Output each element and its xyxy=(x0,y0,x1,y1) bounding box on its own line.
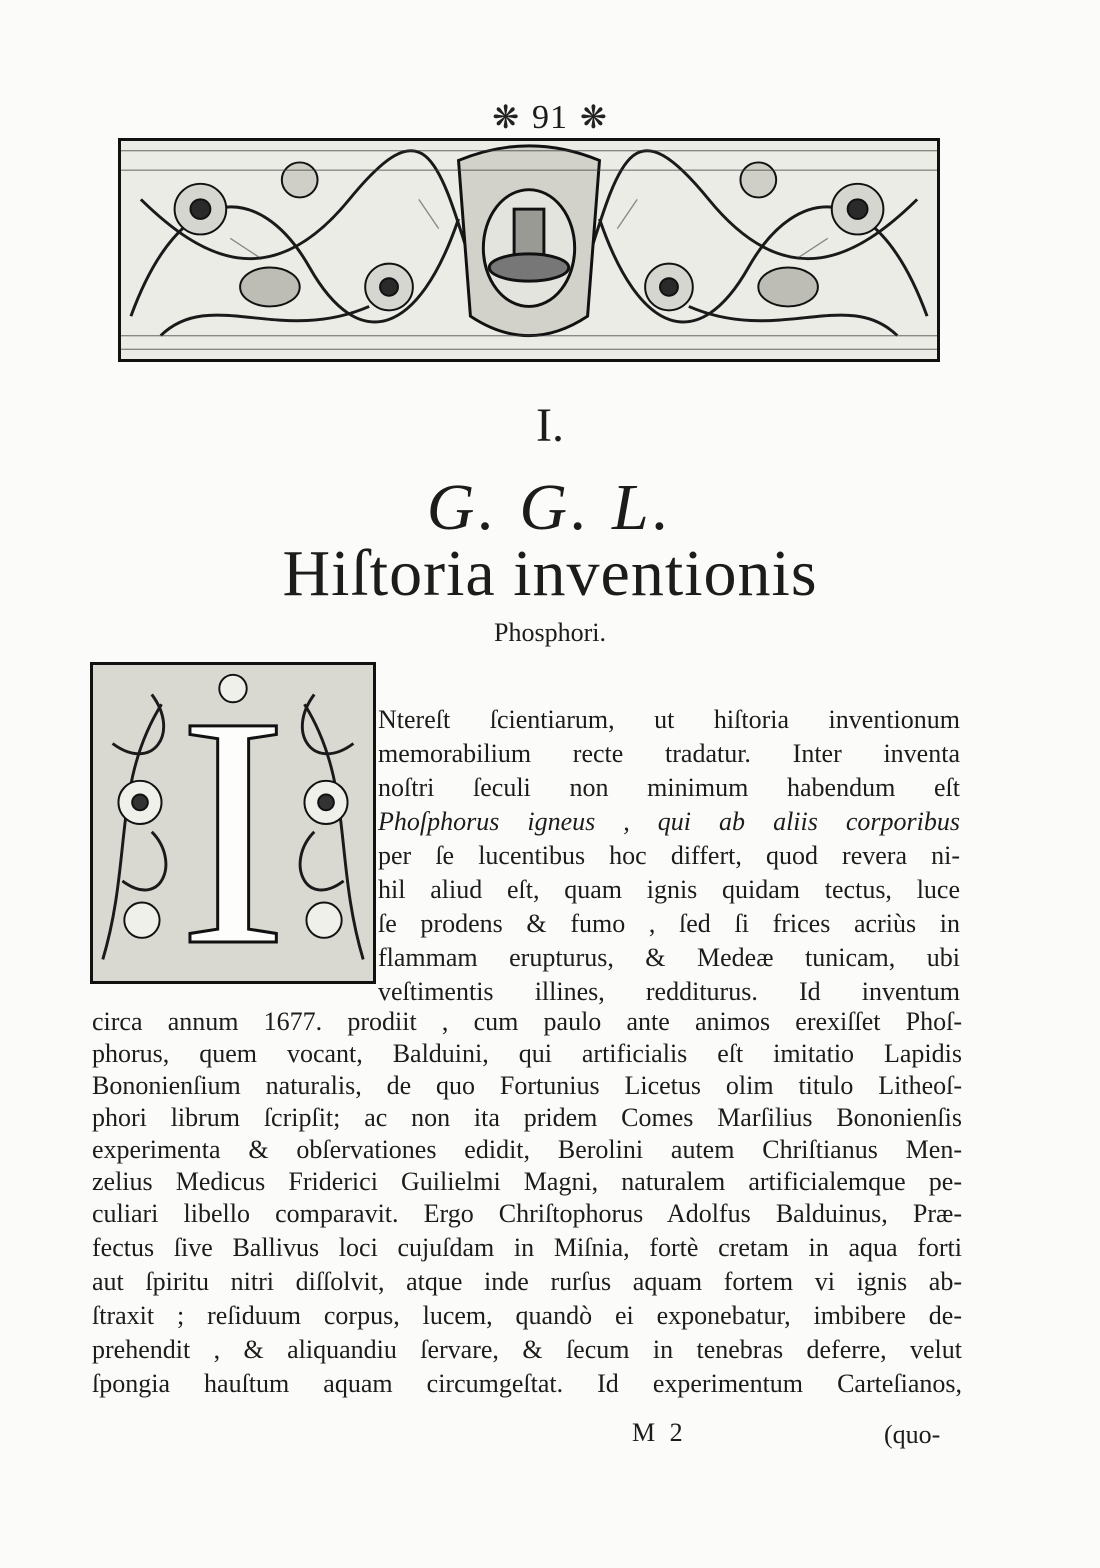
catchword: (quo- xyxy=(884,1420,941,1449)
text-line: aut ſpiritu nitri diſſolvit, atque inde rurſus aquam fortem vi ignis ab- xyxy=(92,1267,962,1296)
article-subtitle: Phosphori. xyxy=(494,618,606,647)
text-line: veſtimentis illines, redditurus. Id inventum xyxy=(378,977,960,1006)
text-line: ſtraxit ; reſiduum corpus, lucem, quandò ei exponebatur, imbibere de- xyxy=(92,1301,962,1330)
ornament-star-icon: ❋ xyxy=(580,99,608,135)
signature-mark: M 2 xyxy=(632,1418,687,1447)
text-line: phorus, quem vocant, Balduini, qui artificialis eſt imitatio Lapidis xyxy=(92,1039,962,1068)
text-line: Ntereſt ſcientiarum, ut hiſtoria inventionum xyxy=(378,705,960,734)
text-line: fectus ſive Ballivus loci cujuſdam in Miſnia, fortè cretam in aqua forti xyxy=(92,1233,962,1262)
text-line: ſpongia hauſtum aquam circumgeſtat. Id experimentum Carteſianos, xyxy=(92,1369,962,1398)
text-line: Bononienſium naturalis, de quo Fortunius Licetus olim titulo Litheoſ- xyxy=(92,1071,962,1100)
text-line: circa annum 1677. prodiit , cum paulo ante animos erexiſſet Phoſ- xyxy=(92,1007,962,1036)
page-number: 91 xyxy=(532,99,568,136)
text-line: per ſe lucentibus hoc differt, quod revera ni- xyxy=(378,841,960,870)
ornament-star-icon: ❋ xyxy=(492,99,520,135)
text-line: prehendit , & aliquandiu ſervare, & ſecum in tenebras deferre, velut xyxy=(92,1335,962,1364)
article-title: Hiſtoria inventionis xyxy=(282,537,818,610)
text-line: Phoſphorus igneus , qui ab aliis corporibus xyxy=(378,807,960,836)
text-line: zelius Medicus Friderici Guilielmi Magni, naturalem artificialemque pe- xyxy=(92,1167,962,1196)
author-initials: G. G. L. xyxy=(426,471,674,544)
text-line: phori librum ſcripſit; ac non ita pridem Comes Marſilius Bononienſis xyxy=(92,1103,962,1132)
text-line: ſe prodens & fumo , ſed ſi frices acriùs in xyxy=(378,909,960,938)
text-line: noſtri ſeculi non minimum habendum eſt xyxy=(378,773,960,802)
text-line: experimenta & obſervationes edidit, Berolini autem Chriſtianus Men- xyxy=(92,1135,962,1164)
text-line: flammam erupturus, & Medeæ tunicam, ubi xyxy=(378,943,960,972)
text-line: culiari libello comparavit. Ergo Chriſtophorus Adolfus Balduinus, Præ- xyxy=(92,1199,962,1228)
section-numeral: I. xyxy=(536,399,564,452)
drop-cap-letter: I xyxy=(178,662,288,984)
text-line: hil aliud eſt, quam ignis quidam tectus, luce xyxy=(378,875,960,904)
text-line: memorabilium recte tradatur. Inter inventa xyxy=(378,739,960,768)
